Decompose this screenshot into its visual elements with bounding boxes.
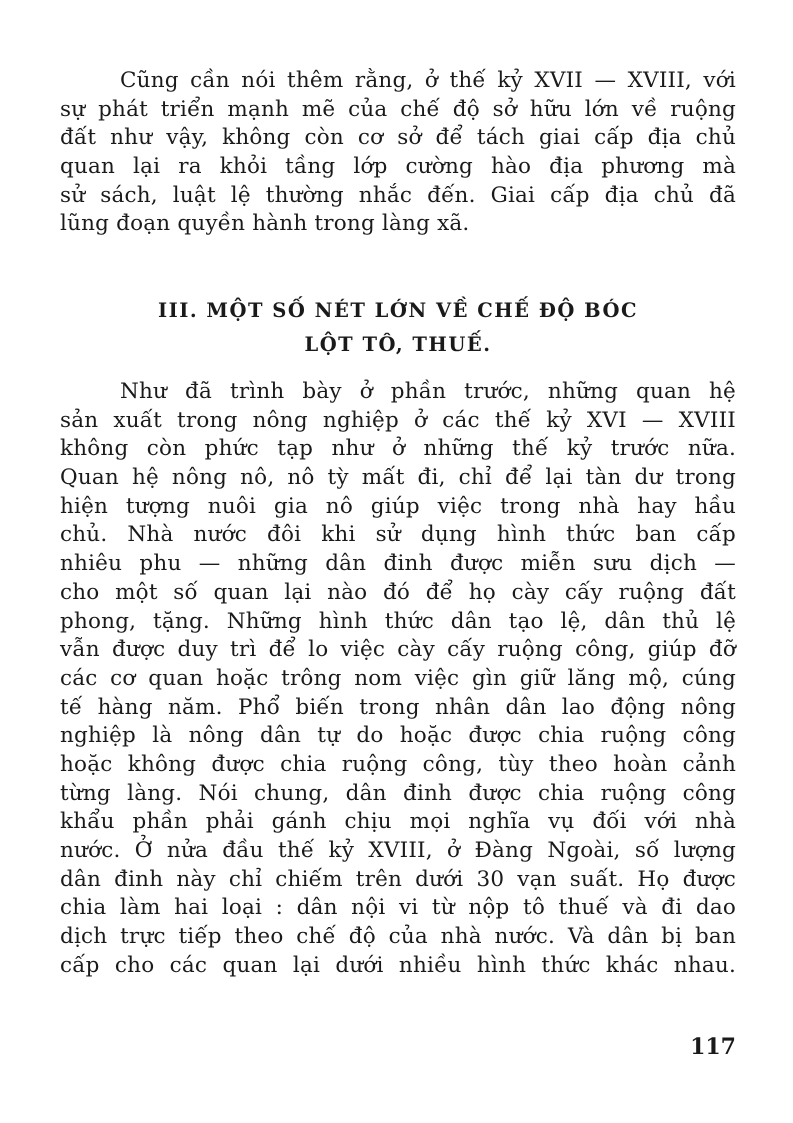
text-line: dân đinh này chỉ chiếm trên dưới 30 vạn suất. Họ được: [60, 866, 736, 892]
text-line: các cơ quan hoặc trông nom việc gìn giữ lăng mộ, cúng: [60, 665, 736, 691]
text-line: không còn phức tạp như ở những thế kỷ trước nữa.: [60, 436, 736, 462]
section-heading-line-2: LỘT TÔ, THUẾ.: [304, 333, 492, 356]
text-line: từng làng. Nói chung, dân đinh được chia ruộng công: [60, 780, 736, 806]
text-line: Như đã trình bày ở phần trước, những quan hệ: [120, 379, 736, 404]
text-line: khẩu phần phải gánh chịu mọi nghĩa vụ đối với nhà: [60, 809, 736, 835]
text-line: sự phát triển mạnh mẽ của chế độ sở hữu lớn về ruộng: [60, 96, 736, 122]
text-line: hiện tượng nuôi gia nô giúp việc trong nhà hay hầu: [60, 493, 736, 519]
text-line: nghiệp là nông dân tự do hoặc được chia ruộng công: [60, 723, 736, 749]
text-line: cấp cho các quan lại dưới nhiều hình thức khác nhau.: [60, 952, 736, 978]
text-line: chia làm hai loại : dân nội vi từ nộp tô thuế và đi dao: [60, 895, 736, 921]
text-line: phong, tặng. Những hình thức dân tạo lệ, dân thủ lệ: [60, 608, 736, 634]
text-line: quan lại ra khỏi tầng lớp cường hào địa phương mà: [60, 154, 736, 180]
text-line: cho một số quan lại nào đó để họ cày cấy ruộng đất: [60, 579, 736, 605]
text-line: đất như vậy, không còn cơ sở để tách giai cấp địa chủ: [60, 125, 736, 151]
section-heading: [60, 294, 736, 362]
text-line: sản xuất trong nông nghiệp ở các thế kỷ XVI — XVIII: [60, 407, 736, 433]
page-number: 117: [690, 1034, 736, 1060]
text-line: Cũng cần nói thêm rằng, ở thế kỷ XVII — XVIII, với: [120, 68, 736, 93]
text-line: nhiêu phu — những dân đinh được miễn sưu dịch —: [60, 551, 736, 577]
paragraph-2: [60, 378, 736, 980]
section-heading-line-1: III. MỘT SỐ NÉT LỚN VỀ CHẾ ĐỘ BÓC: [157, 299, 638, 322]
paragraph-1: [60, 67, 736, 239]
text-line: chủ. Nhà nước đôi khi sử dụng hình thức ban cấp: [60, 522, 736, 548]
text-line: sử sách, luật lệ thường nhắc đến. Giai cấp địa chủ đã: [60, 182, 736, 208]
text-line: dịch trực tiếp theo chế độ của nhà nước. Và dân bị ban: [60, 924, 736, 950]
text-line: Quan hệ nông nô, nô tỳ mất đi, chỉ để lại tàn dư trong: [60, 465, 736, 491]
text-line: vẫn được duy trì để lo việc cày cấy ruộng công, giúp đỡ: [60, 637, 736, 663]
text-line: tế hàng năm. Phổ biến trong nhân dân lao động nông: [60, 694, 736, 720]
text-line: lũng đoạn quyền hành trong làng xã.: [60, 211, 470, 237]
text-line: hoặc không được chia ruộng công, tùy theo hoàn cảnh: [60, 751, 736, 777]
text-line: nước. Ở nửa đầu thế kỷ XVIII, ở Đàng Ngoài, số lượng: [60, 838, 736, 863]
